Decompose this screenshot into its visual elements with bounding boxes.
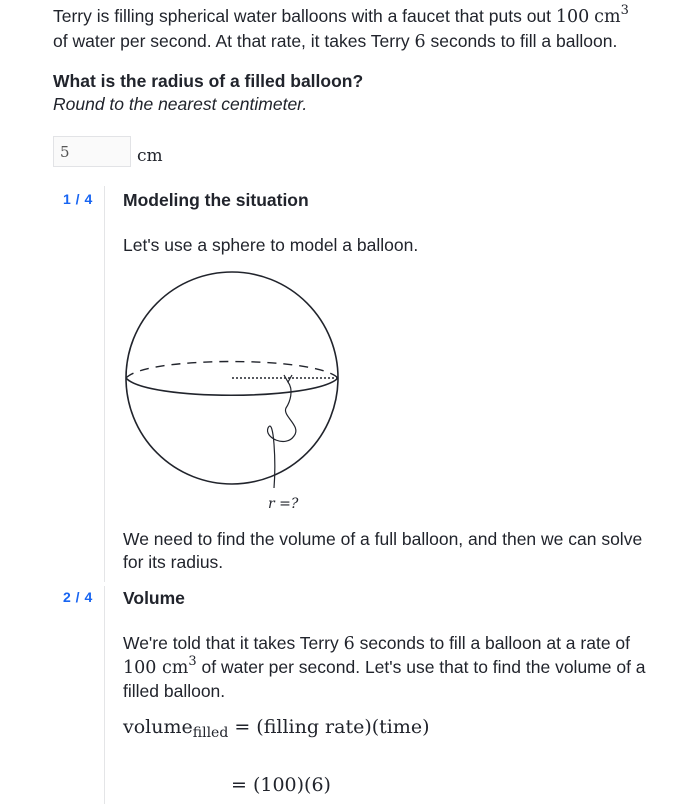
equation-rhs: = (filling rate)(time) <box>234 716 430 738</box>
step-1-conclusion: We need to find the volume of a full balloon, and then we can solve for its radius. <box>123 529 643 572</box>
equator-back-dashed <box>126 362 338 379</box>
question-instruction: Round to the nearest centimeter. <box>53 94 308 114</box>
equation-line-2: = (100)(6) <box>231 774 331 796</box>
fill-time-value: 6 <box>414 32 426 52</box>
step-2-rail <box>104 586 105 804</box>
equator-front <box>126 378 338 395</box>
equation-line-1 <box>123 716 430 741</box>
step-2-time-value: 6 <box>343 634 355 654</box>
step-1-rail <box>104 186 105 582</box>
step-1-number: 1 / 4 <box>63 191 93 207</box>
step-2-rate-value: 100 cm <box>123 658 189 678</box>
step-1-intro: Let's use a sphere to model a balloon. <box>123 235 419 255</box>
step-2-text <box>123 632 663 703</box>
question <box>53 70 663 116</box>
problem-statement <box>53 4 663 54</box>
question-title: What is the radius of a filled balloon? <box>53 71 364 91</box>
equation-lhs-subscript: filled <box>192 725 229 741</box>
step-2-text-end: of water per second. Let's use that to find the volume of a filled balloon. <box>123 657 646 701</box>
rate-unit: cm <box>594 7 621 27</box>
step-1-title: Modeling the situation <box>123 190 309 210</box>
step-2-text-start: We're told that it takes Terry <box>123 633 344 653</box>
sphere-svg <box>116 268 356 518</box>
sphere-diagram <box>116 268 356 523</box>
answer-input[interactable]: 5 <box>53 136 131 167</box>
rate-unit-exponent: 3 <box>620 3 629 18</box>
step-2-rate-exponent: 3 <box>188 654 197 669</box>
problem-text-line2: of water per second. At that rate, it takes Terry <box>53 31 415 51</box>
radius-label: r =? <box>268 496 299 512</box>
step-2-title: Volume <box>123 588 185 608</box>
answer-unit: cm <box>137 146 163 166</box>
problem-text-line2-end: seconds to fill a balloon. <box>425 31 618 51</box>
step-2-text-middle: seconds to fill a balloon at a rate of <box>354 633 631 653</box>
rate-value: 100 <box>555 7 590 27</box>
equation-lhs: volume <box>123 716 193 738</box>
step-2-number: 2 / 4 <box>63 589 93 605</box>
problem-text-line1: Terry is filling spherical water balloons with a faucet that puts out <box>53 6 556 26</box>
